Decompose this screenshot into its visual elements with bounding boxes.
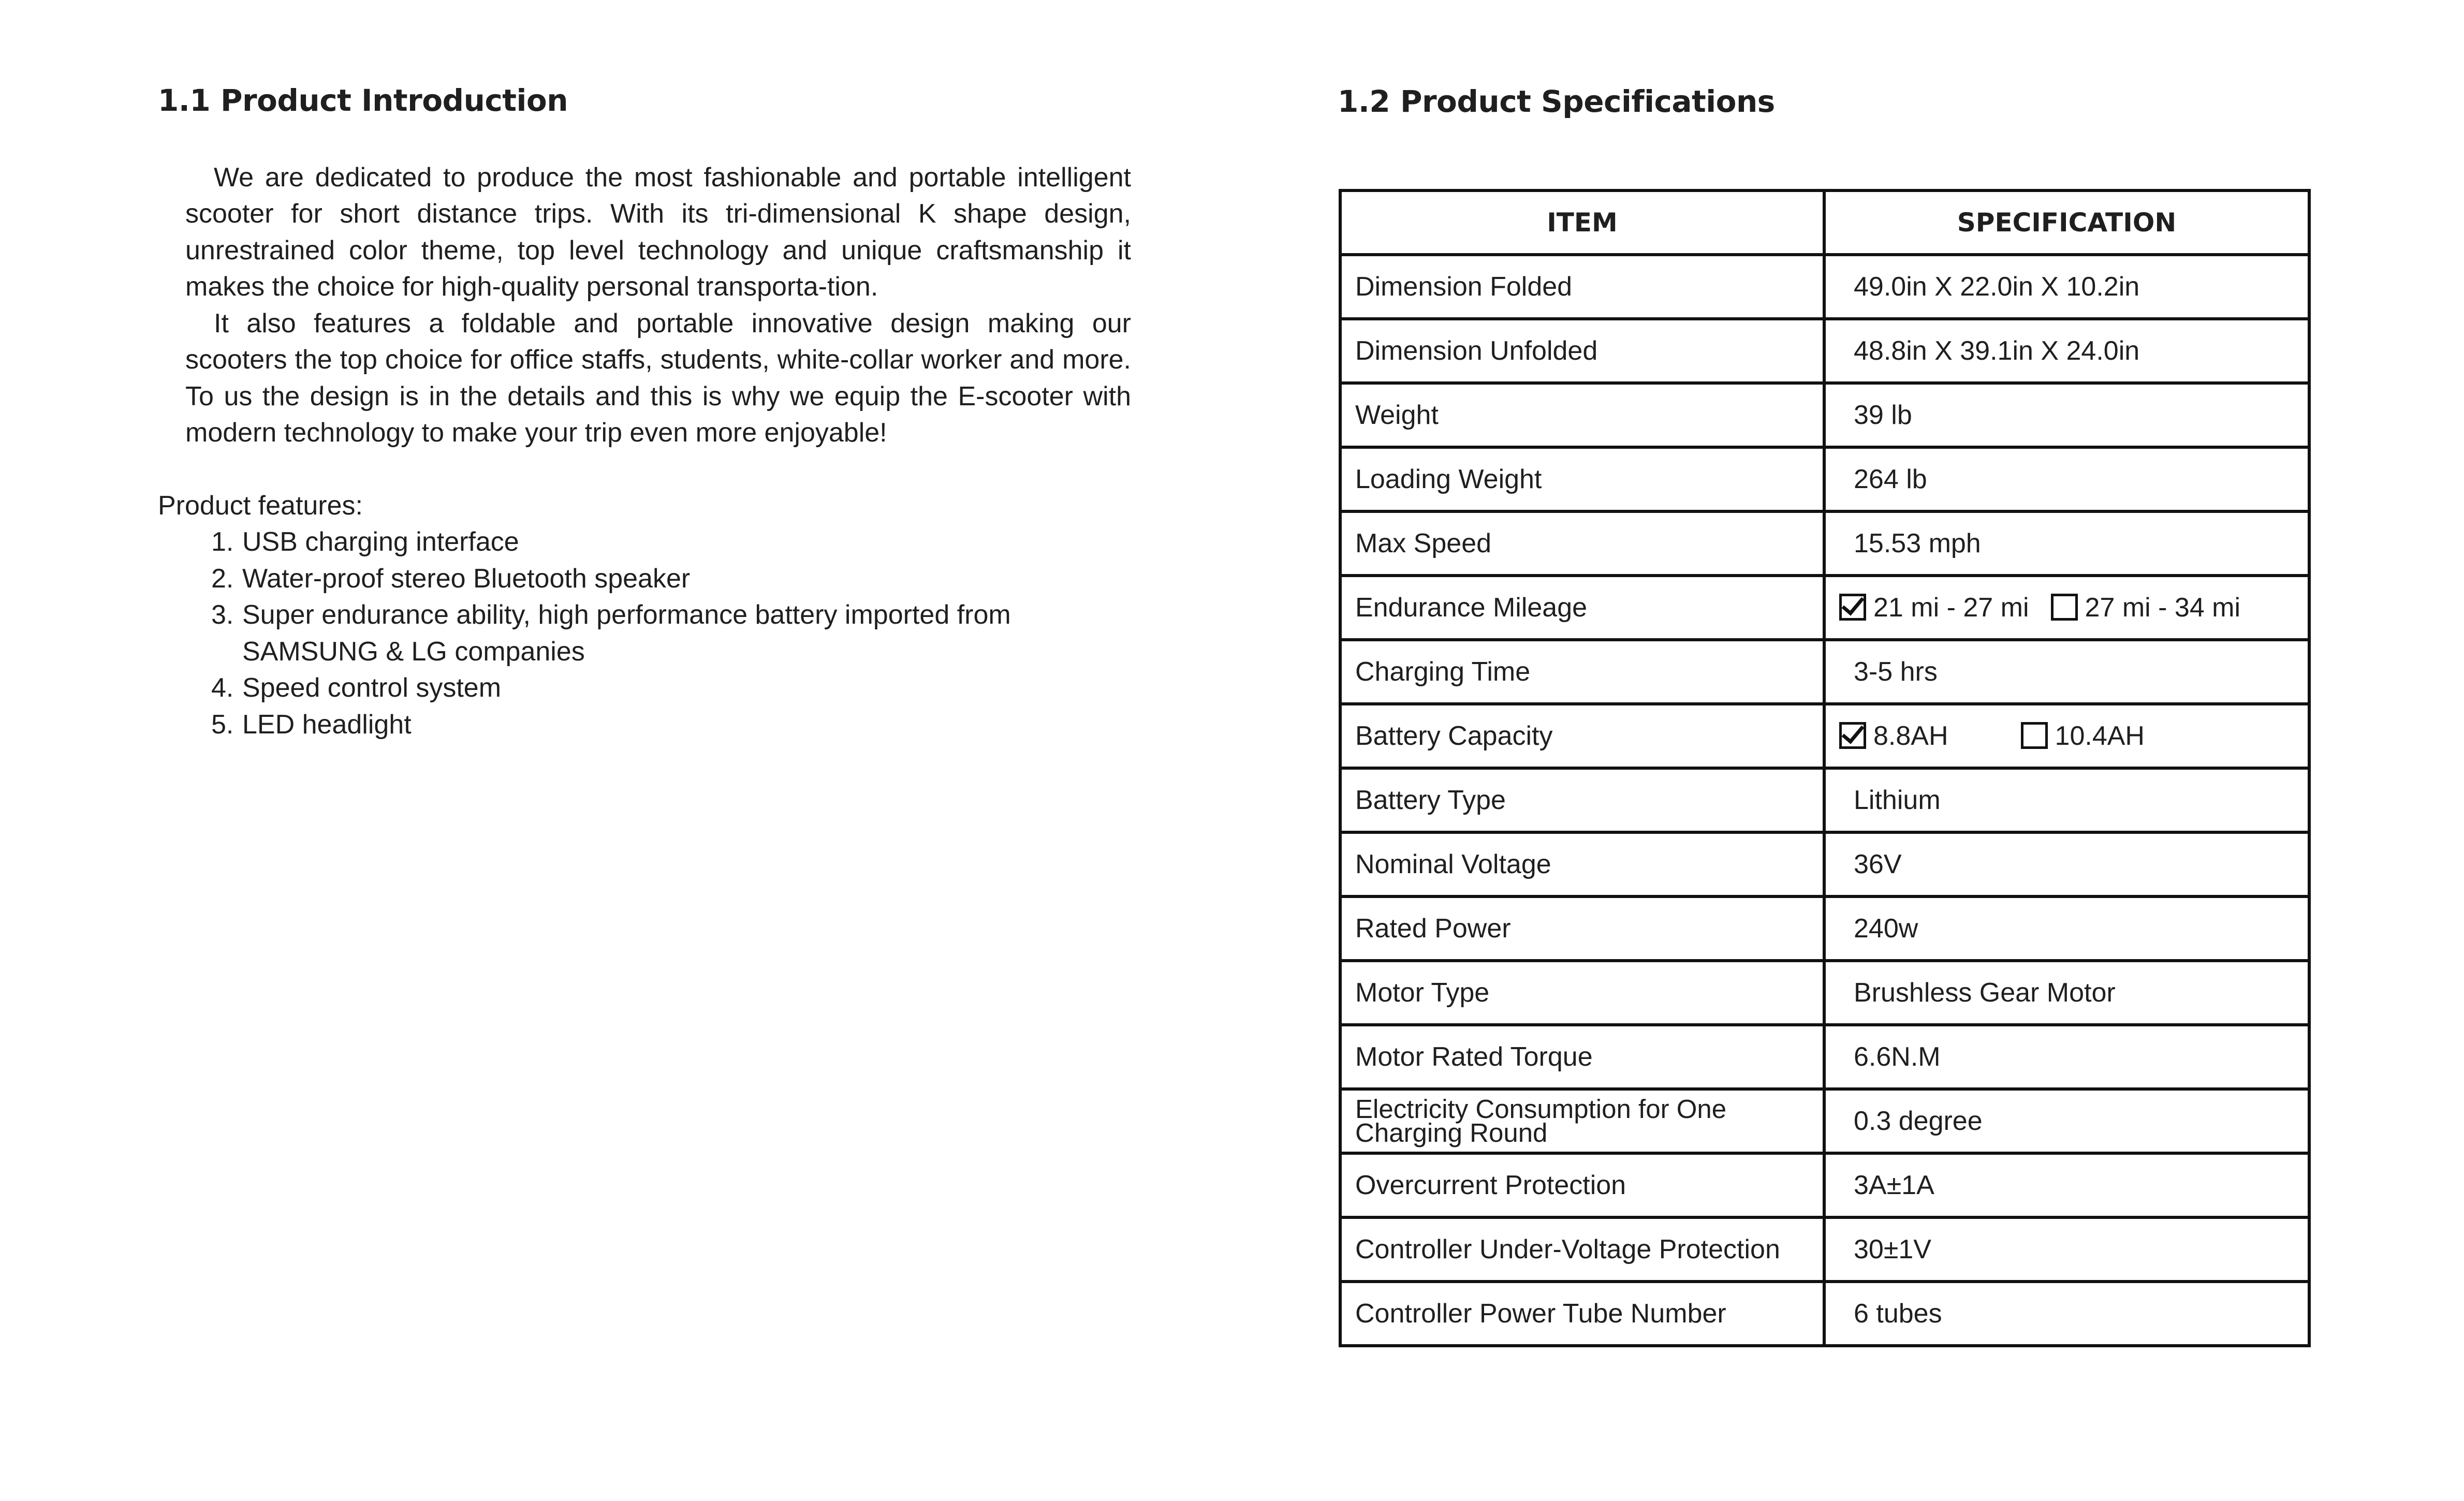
row-value: 240w [1824,896,2309,961]
row-item: Weight [1340,383,1824,447]
feature-item: 3. Super endurance ability, high performance battery imported from SAMSUNG & LG companies [211,600,1011,667]
table-row [1340,1025,2309,1089]
row-value: 3A±1A [1824,1153,2309,1217]
table-row [1340,961,2309,1025]
header-specification: SPECIFICATION [1824,190,2309,255]
specifications-table [1339,189,2311,1347]
feature-item: 2. Water-proof stereo Bluetooth speaker [211,563,691,594]
row-item: Controller Under-Voltage Protection [1340,1217,1824,1282]
feature-item: 1. USB charging interface [211,527,519,557]
features-list [158,524,1122,743]
specifications-title: 1.2 Product Specifications [1338,84,1775,119]
introduction-section [158,83,1131,743]
table-header-row [1340,190,2309,255]
row-value: 15.53 mph [1824,511,2309,576]
row-item: Battery Capacity [1340,704,1824,768]
introduction-body [185,159,1131,451]
row-value: 39 lb [1824,383,2309,447]
empty-checkbox-icon[interactable] [2021,722,2048,749]
row-value: 264 lb [1824,447,2309,511]
option-21-27-mi[interactable]: 21 mi - 27 mi [1839,592,2029,623]
table-row [1340,704,2309,768]
option-10-4ah[interactable]: 10.4AH [2021,720,2145,752]
table-row [1340,576,2309,640]
row-options [1824,576,2309,640]
specifications-section [1338,84,2307,120]
row-item: Motor Rated Torque [1340,1025,1824,1089]
table-row [1340,319,2309,383]
option-27-34-mi[interactable]: 27 mi - 34 mi [2051,592,2241,623]
row-value: 6.6N.M [1824,1025,2309,1089]
row-item: Controller Power Tube Number [1340,1282,1824,1346]
row-value: 6 tubes [1824,1282,2309,1346]
row-options [1824,704,2309,768]
row-item: Dimension Folded [1340,255,1824,319]
feature-item: 4. Speed control system [211,673,502,703]
row-item: Endurance Mileage [1340,576,1824,640]
row-item: Rated Power [1340,896,1824,961]
features-label: Product features: [158,490,363,521]
row-value: 30±1V [1824,1217,2309,1282]
row-value: Brushless Gear Motor [1824,961,2309,1025]
header-item: ITEM [1340,190,1824,255]
table-row [1340,511,2309,576]
row-item: Motor Type [1340,961,1824,1025]
checked-checkbox-icon[interactable] [1839,722,1866,749]
intro-paragraph: We are dedicated to produce the most fashionable and portable intelligent scooter for short distance trips. With its tri-dimensional K shape design, unrestrained color theme, top level technology and unique craftsmanship it makes the choice for high-quality personal transporta-tion. [185,162,1131,302]
table-row [1340,383,2309,447]
table-row [1340,896,2309,961]
row-value: Lithium [1824,768,2309,832]
table-row [1340,1217,2309,1282]
table-row [1340,447,2309,511]
introduction-title: 1.1 Product Introduction [158,83,568,118]
empty-checkbox-icon[interactable] [2051,594,2078,621]
intro-paragraph: It also features a foldable and portable innovative design making our scooters the top choice for office staffs, students, white-collar worker and more. To us the design is in the details and this is why we equip the E-scooter with modern technology to make your trip even more enjoyable! [185,308,1131,448]
table-row [1340,640,2309,704]
row-item: Battery Type [1340,768,1824,832]
option-8-8ah[interactable]: 8.8AH [1839,720,1948,752]
table-row [1340,768,2309,832]
row-value: 48.8in X 39.1in X 24.0in [1824,319,2309,383]
row-item: Max Speed [1340,511,1824,576]
row-value: 0.3 degree [1824,1089,2309,1153]
row-item: Dimension Unfolded [1340,319,1824,383]
table-row [1340,832,2309,896]
row-item: Loading Weight [1340,447,1824,511]
checked-checkbox-icon[interactable] [1839,594,1866,621]
table-row [1340,1153,2309,1217]
table-row [1340,1089,2309,1153]
table-row [1340,255,2309,319]
feature-item: 5. LED headlight [211,709,412,740]
row-value: 3-5 hrs [1824,640,2309,704]
row-item: Charging Time [1340,640,1824,704]
table-row [1340,1282,2309,1346]
row-value: 49.0in X 22.0in X 10.2in [1824,255,2309,319]
row-item: Overcurrent Protection [1340,1153,1824,1217]
row-value: 36V [1824,832,2309,896]
row-item: Nominal Voltage [1340,832,1824,896]
row-item: Electricity Consumption for One Charging Round [1340,1089,1824,1153]
